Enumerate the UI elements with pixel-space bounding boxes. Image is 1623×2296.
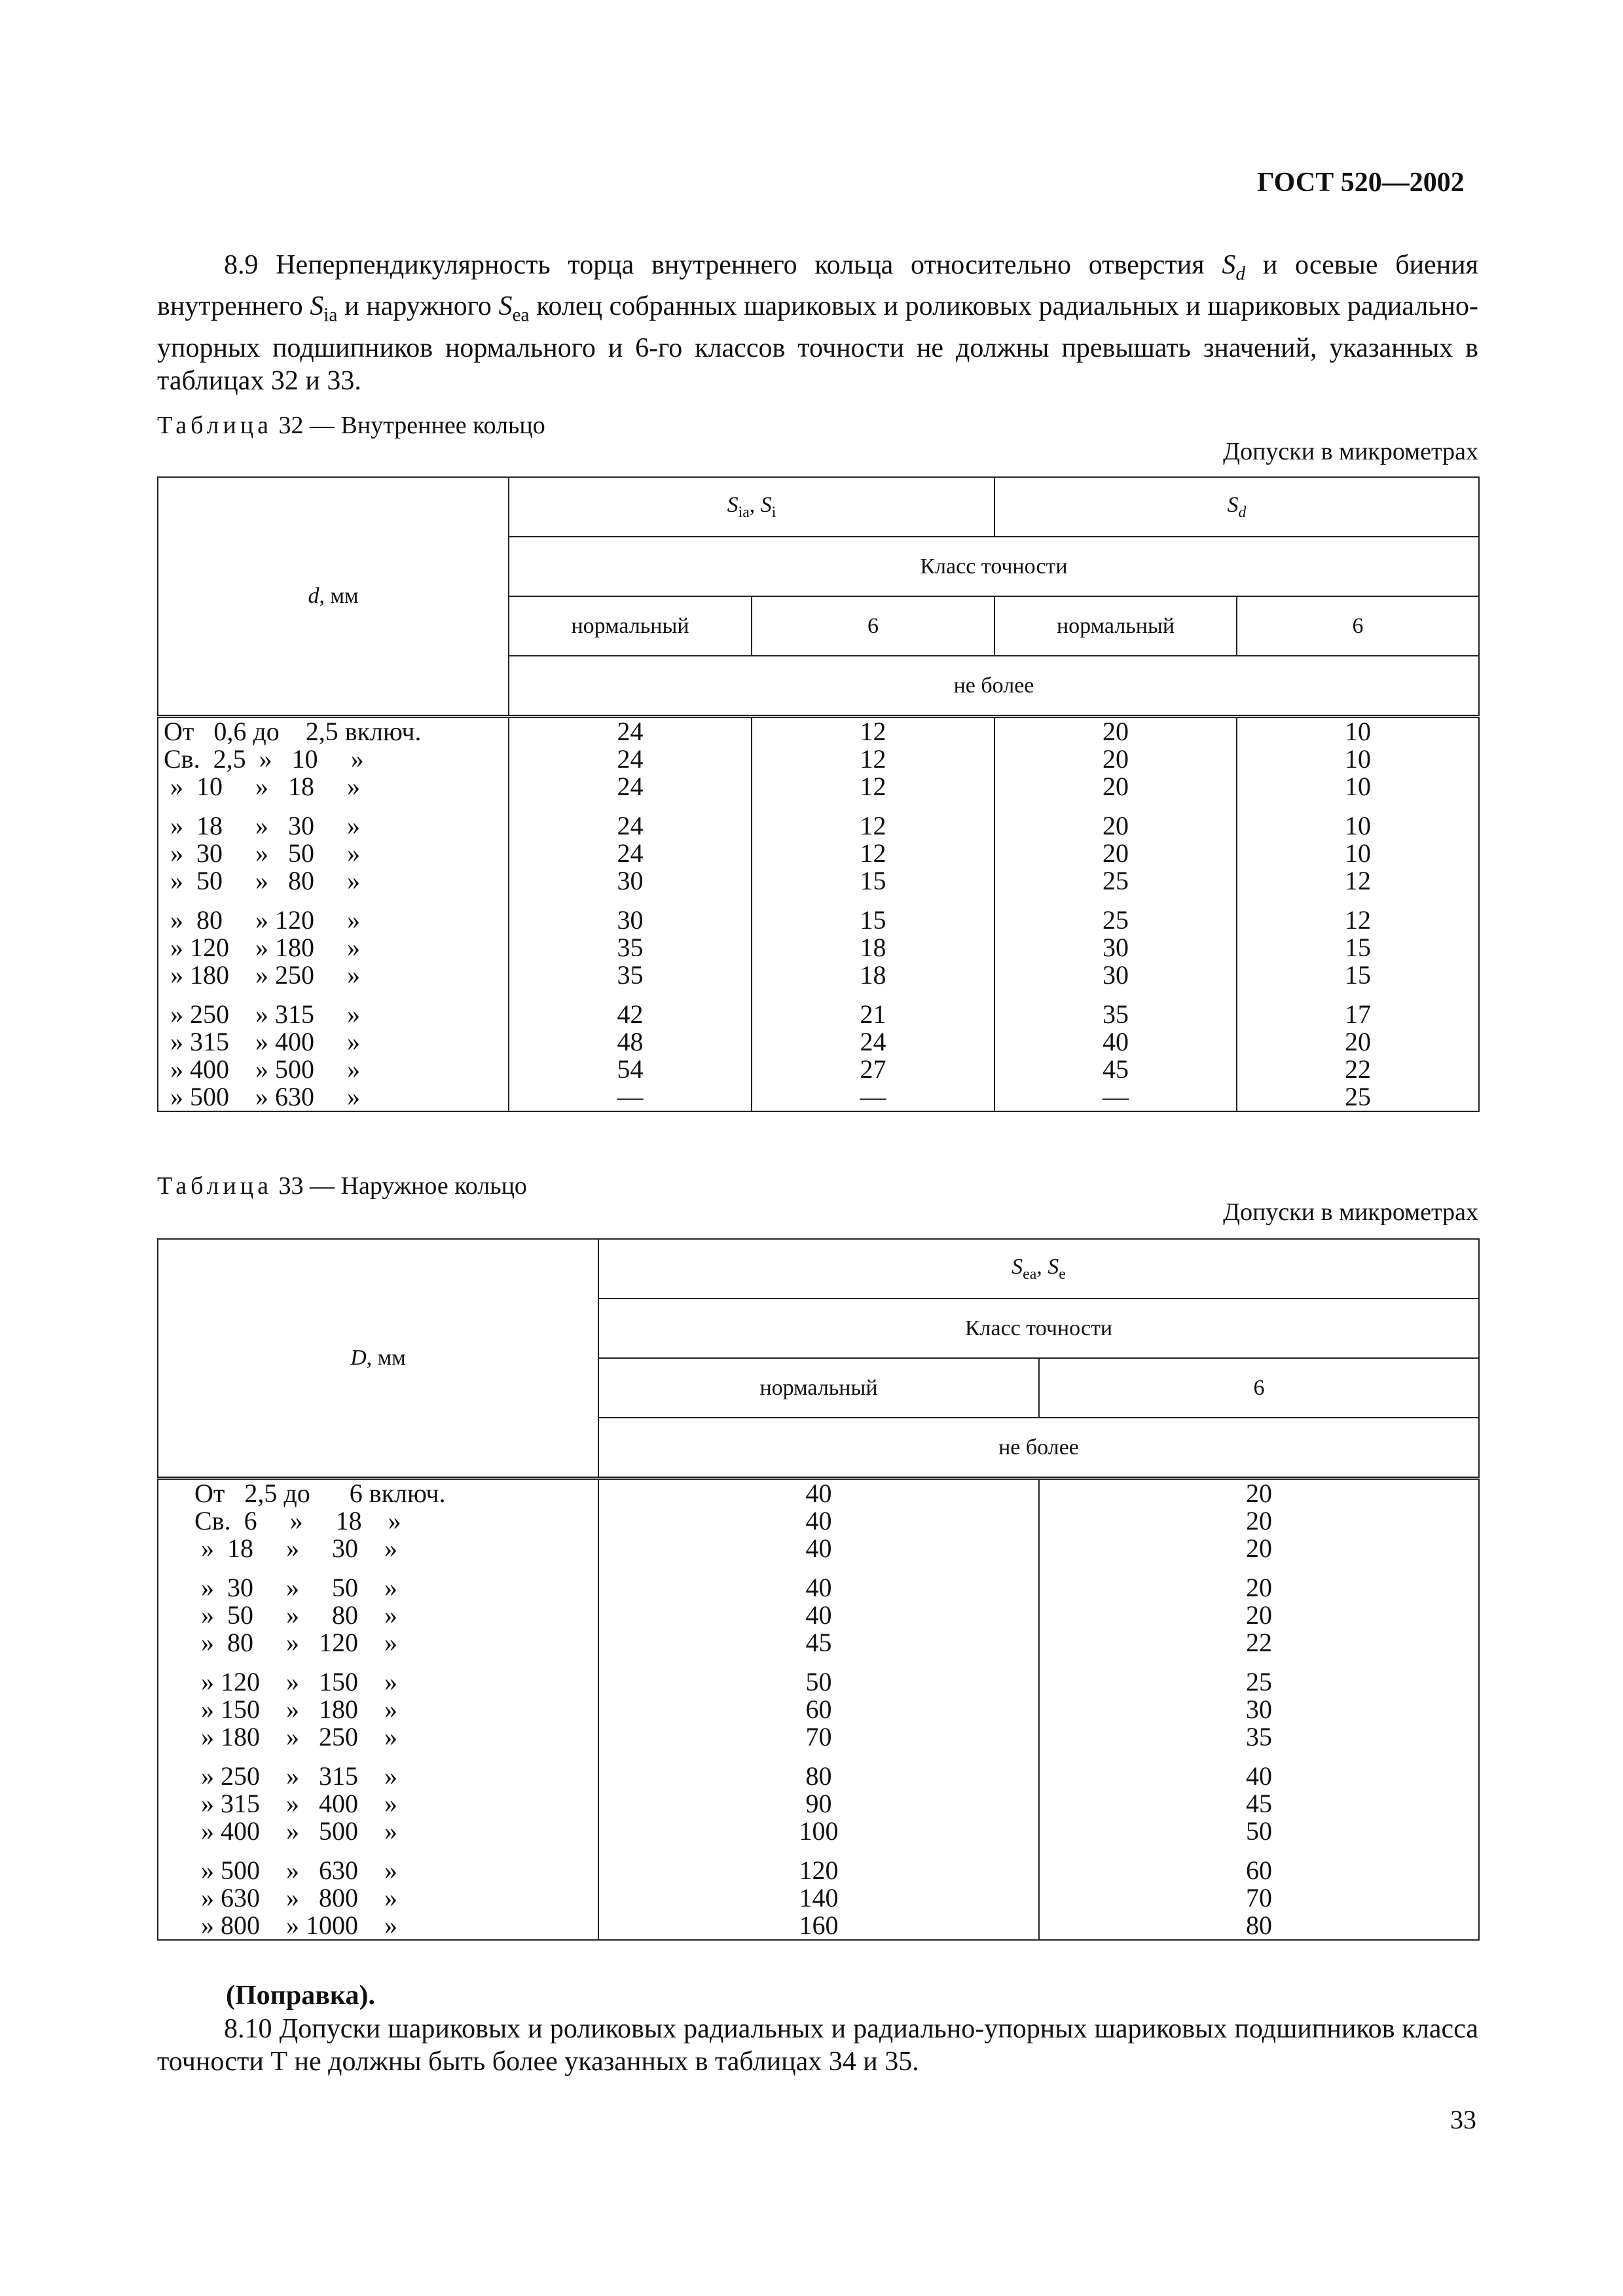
table-cell: 24 — [617, 772, 644, 801]
column-sd-6 — [1237, 717, 1479, 1112]
row-group — [194, 1857, 598, 1939]
table-cell: 35 — [1246, 1722, 1272, 1751]
row-group — [1040, 1480, 1478, 1562]
table-cell: » 50 » 80 » — [194, 1600, 397, 1630]
header-d-mm: d, мм — [158, 477, 509, 717]
table-cell: 10 — [1345, 838, 1371, 868]
row-group — [509, 812, 751, 895]
table-cell: 22 — [1246, 1628, 1272, 1657]
row-group — [599, 1574, 1038, 1657]
table-cell: 12 — [860, 772, 886, 801]
table-33-caption: Таблица 33 — Наружное кольцо — [157, 1172, 527, 1200]
table-cell: 15 — [860, 905, 886, 935]
row-group — [752, 718, 994, 800]
row-group — [752, 1001, 994, 1111]
table-cell: 20 — [1246, 1573, 1272, 1602]
header-normal: нормальный — [994, 596, 1237, 656]
table-cell: 25 — [1103, 866, 1129, 895]
table-cell: 15 — [1345, 933, 1371, 962]
table-cell: 40 — [1103, 1027, 1129, 1056]
table-cell: » 400 » 500 » — [164, 1054, 360, 1084]
para-text: и осевые биения внутреннего — [157, 250, 1478, 322]
table-cell: 10 — [1345, 717, 1371, 746]
table-cell: 12 — [860, 717, 886, 746]
row-group — [509, 718, 751, 800]
table-cell: 54 — [617, 1054, 644, 1084]
row-group — [995, 718, 1236, 800]
row-group — [599, 1480, 1038, 1562]
table-cell: » 180 » 250 » — [194, 1722, 397, 1751]
table-cell: 20 — [1103, 811, 1129, 840]
table-cell: 12 — [1345, 866, 1371, 895]
table-cell: 70 — [805, 1722, 832, 1751]
column-sd-normal — [994, 717, 1237, 1112]
table-cell: 40 — [1246, 1761, 1272, 1791]
row-group — [194, 1668, 598, 1751]
table-cell: 20 — [1246, 1534, 1272, 1563]
table-cell: 12 — [1345, 905, 1371, 935]
table-cell: 30 — [617, 866, 644, 895]
table-cell: 40 — [805, 1534, 832, 1563]
table-cell: 30 — [1103, 933, 1129, 962]
header-class-6: 6 — [1237, 596, 1479, 656]
paragraph-8-9 — [157, 249, 1478, 397]
row-group — [1237, 906, 1478, 989]
table-cell: 35 — [617, 960, 644, 990]
table-cell: 40 — [805, 1479, 832, 1508]
header-normal: нормальный — [598, 1358, 1039, 1418]
row-group — [194, 1763, 598, 1845]
row-group — [1040, 1763, 1478, 1845]
column-sea-normal — [598, 1479, 1039, 1941]
table-cell: 140 — [799, 1883, 839, 1912]
table-cell: 10 — [1345, 772, 1371, 801]
header-sd: $S_d$ — [994, 477, 1479, 537]
header-accuracy-class: Класс точности — [598, 1299, 1479, 1358]
table-cell: 45 — [1246, 1789, 1272, 1818]
table-cell: 22 — [1345, 1054, 1371, 1084]
table-cell: 25 — [1246, 1667, 1272, 1696]
table-cell: 20 — [1103, 717, 1129, 746]
document-header: ГОСТ 520—2002 — [1257, 168, 1465, 198]
column-sea-6 — [1039, 1479, 1479, 1941]
table-cell: 35 — [1103, 999, 1129, 1029]
table-cell: 70 — [1246, 1883, 1272, 1912]
table-cell: 12 — [860, 838, 886, 868]
table-cell: » 18 » 30 » — [194, 1534, 397, 1563]
table-cell: » 30 » 50 » — [194, 1573, 397, 1602]
table-cell: » 80 » 120 » — [194, 1628, 397, 1657]
row-group — [194, 1480, 598, 1562]
table-cell: 24 — [860, 1027, 886, 1056]
header-sea-se: $S_{ea}$, $S_e$ — [598, 1239, 1479, 1299]
row-group — [164, 812, 508, 895]
header-D-mm: D, мм — [158, 1239, 598, 1479]
table-cell: 10 — [1345, 811, 1371, 840]
row-group — [995, 1001, 1236, 1111]
table-cell: 60 — [1246, 1856, 1272, 1885]
table-cell: 17 — [1345, 999, 1371, 1029]
table-cell: 60 — [805, 1695, 832, 1724]
table-cell: » 50 » 80 » — [164, 866, 360, 895]
header-not-more: не более — [509, 656, 1479, 717]
table-cell: » 180 » 250 » — [164, 960, 360, 990]
row-group — [599, 1857, 1038, 1939]
table-cell: 24 — [617, 811, 644, 840]
table-cell: » 10 » 18 » — [164, 772, 360, 801]
column-ranges — [158, 1479, 598, 1941]
table-33 — [157, 1238, 1480, 1941]
table-cell: » 500 » 630 » — [164, 1082, 360, 1111]
symbol-sea: S — [498, 291, 513, 322]
row-group — [1040, 1668, 1478, 1751]
table-cell: » 18 » 30 » — [164, 811, 360, 840]
paragraph-8-10 — [157, 2013, 1478, 2078]
table-cell: » 250 » 315 » — [194, 1761, 397, 1791]
table-cell: 25 — [1345, 1082, 1371, 1111]
table-cell: 35 — [617, 933, 644, 962]
table-cell: 42 — [617, 999, 644, 1029]
table-cell: » 80 » 120 » — [164, 905, 360, 935]
table-32 — [157, 476, 1480, 1112]
table-cell: 20 — [1103, 772, 1129, 801]
table-cell: Св. 2,5 » 10 » — [164, 744, 364, 774]
table-32-units: Допуски в микрометрах — [1223, 438, 1478, 465]
symbol-sia: S — [310, 291, 324, 322]
table-cell: 20 — [1246, 1600, 1272, 1630]
table-cell: 20 — [1103, 838, 1129, 868]
table-cell: 24 — [617, 744, 644, 774]
table-cell: От 0,6 до 2,5 включ. — [164, 717, 422, 746]
header-not-more: не более — [598, 1418, 1479, 1479]
table-cell: — — [1103, 1082, 1129, 1111]
table-cell: 15 — [860, 866, 886, 895]
header-class-6: 6 — [1039, 1358, 1479, 1418]
table-cell: От 2,5 до 6 включ. — [194, 1479, 446, 1508]
table-cell: 120 — [799, 1856, 839, 1885]
table-cell: 24 — [617, 717, 644, 746]
table-cell: » 800 » 1000 » — [194, 1910, 397, 1940]
table-cell: 90 — [805, 1789, 832, 1818]
row-group — [1237, 812, 1478, 895]
row-group — [1237, 718, 1478, 800]
table-cell: 80 — [1246, 1910, 1272, 1940]
table-33-units: Допуски в микрометрах — [1223, 1198, 1478, 1226]
row-group — [509, 906, 751, 989]
table-cell: 20 — [1246, 1479, 1272, 1508]
table-cell: 20 — [1103, 744, 1129, 774]
table-cell: 12 — [860, 811, 886, 840]
table-cell: 30 — [617, 905, 644, 935]
table-cell: 80 — [805, 1761, 832, 1791]
row-group — [164, 906, 508, 989]
para-text: и наружного — [337, 291, 499, 322]
table-cell: » 120 » 150 » — [194, 1667, 397, 1696]
header-class-6: 6 — [752, 596, 994, 656]
para-text: 8.10 Допуски шариковых и роликовых радиальных и радиально-упорных шариковых подшипников класса точности Т не должны быть более указанных в таблицах 34 и 35. — [157, 2014, 1478, 2077]
row-group — [752, 812, 994, 895]
para-text: 8.9 Неперпендикулярность торца внутреннего кольца относительно отверстия — [224, 250, 1222, 280]
table-cell: — — [860, 1082, 886, 1111]
table-cell: 45 — [1103, 1054, 1129, 1084]
table-cell: 160 — [799, 1910, 839, 1940]
para-text: колец собранных шариковых и роликовых радиальных и шариковых радиально-упорных подшипников нормального и 6-го классов точности не должны превышать значений, указанных в таблицах 32 и 33. — [157, 291, 1478, 396]
table-cell: 24 — [617, 838, 644, 868]
table-cell: » 400 » 500 » — [194, 1816, 397, 1846]
table-cell: 40 — [805, 1600, 832, 1630]
row-group — [1040, 1574, 1478, 1657]
table-cell: 15 — [1345, 960, 1371, 990]
row-group — [1237, 1001, 1478, 1111]
table-cell: 20 — [1345, 1027, 1371, 1056]
header-sia-si: $S_{ia}$, $S_i$ — [509, 477, 994, 537]
table-cell: 10 — [1345, 744, 1371, 774]
header-accuracy-class: Класс точности — [509, 537, 1479, 596]
column-ranges — [158, 717, 509, 1112]
table-cell: 50 — [1246, 1816, 1272, 1846]
header-normal: нормальный — [509, 596, 752, 656]
symbol-sea-sub: ea — [512, 304, 530, 326]
table-cell: » 630 » 800 » — [194, 1883, 397, 1912]
row-group — [164, 1001, 508, 1111]
table-cell: » 500 » 630 » — [194, 1856, 397, 1885]
row-group — [1040, 1857, 1478, 1939]
table-cell: 48 — [617, 1027, 644, 1056]
table-cell: 40 — [805, 1506, 832, 1535]
page-number: 33 — [1450, 2105, 1476, 2134]
row-group — [995, 906, 1236, 989]
table-cell: 45 — [805, 1628, 832, 1657]
row-group — [599, 1668, 1038, 1751]
table-cell: » 315 » 400 » — [164, 1027, 360, 1056]
table-cell: » 30 » 50 » — [164, 838, 360, 868]
table-cell: 40 — [805, 1573, 832, 1602]
row-group — [164, 718, 508, 800]
table-cell: 50 — [805, 1667, 832, 1696]
row-group — [599, 1763, 1038, 1845]
table-cell: » 315 » 400 » — [194, 1789, 397, 1818]
row-group — [752, 906, 994, 989]
table-cell: 18 — [860, 933, 886, 962]
table-cell: 30 — [1246, 1695, 1272, 1724]
table-cell: » 250 » 315 » — [164, 999, 360, 1029]
table-cell: 100 — [799, 1816, 839, 1846]
table-cell: » 150 » 180 » — [194, 1695, 397, 1724]
symbol-sd: $S_d$ — [1222, 250, 1246, 285]
table-cell: 30 — [1103, 960, 1129, 990]
symbol-sia-sub: ia — [323, 304, 338, 326]
amendment-note: (Поправка). — [226, 1981, 375, 2011]
table-cell: 12 — [860, 744, 886, 774]
table-cell: 20 — [1246, 1506, 1272, 1535]
table-cell: 18 — [860, 960, 886, 990]
column-sia-normal — [509, 717, 752, 1112]
column-sia-6 — [752, 717, 994, 1112]
table-cell: 27 — [860, 1054, 886, 1084]
row-group — [509, 1001, 751, 1111]
table-cell: 21 — [860, 999, 886, 1029]
table-cell: 25 — [1103, 905, 1129, 935]
table-cell: » 120 » 180 » — [164, 933, 360, 962]
table-cell: — — [617, 1082, 644, 1111]
table-cell: Св. 6 » 18 » — [194, 1506, 401, 1535]
row-group — [194, 1574, 598, 1657]
row-group — [995, 812, 1236, 895]
table-32-caption: Таблица 32 — Внутреннее кольцо — [157, 412, 545, 439]
